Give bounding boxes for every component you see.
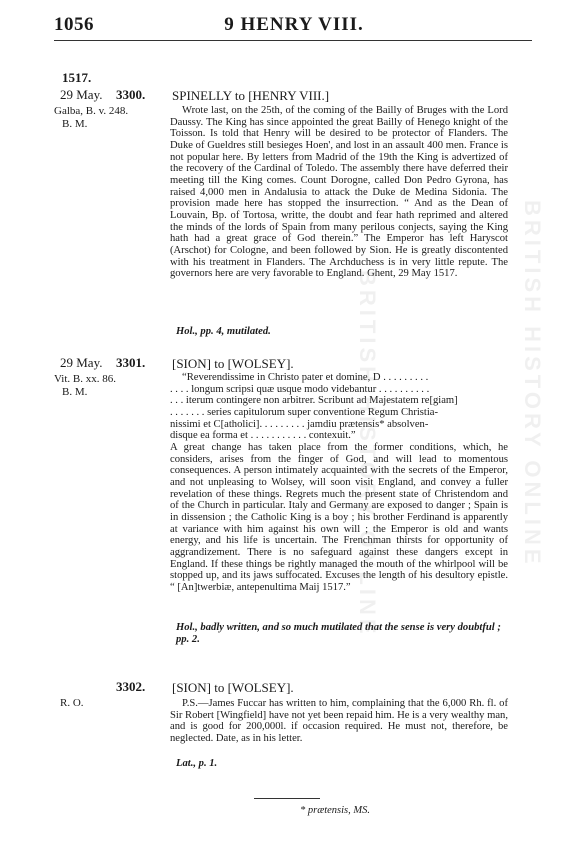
entry-body: [170, 698, 508, 745]
entry-number: 3302.: [116, 679, 146, 694]
header-rule: [54, 40, 532, 41]
entry-date: 29 May.: [60, 355, 103, 370]
entry-source: Vit. B. xx. 86.: [54, 373, 116, 385]
watermark: BRITISH HISTORY ONLINE: [520, 200, 545, 568]
entry-format: Lat., p. 1.: [176, 758, 218, 769]
latin-line: . . . iterum contingere non arbitrer. Scribunt ad Majestatem re[giam]: [170, 395, 458, 407]
footnote-rule: [254, 798, 320, 799]
entry-body-text: P.S.—James Fuccar has written to him, complaining that the 6,000 Rh. fl. of Sir Robert [Wingfield] have not yet been repaid him. He is a very wealthy man, and is good for 200,000l. if occasion required. He must not, therefore, be neglected. Date, as in his letter.: [170, 698, 508, 744]
entry-number: 3301.: [116, 355, 146, 370]
entry-repository: B. M.: [62, 118, 88, 130]
calendar-entry-3302: [54, 680, 524, 780]
entry-heading: [SION] to [WOLSEY].: [172, 356, 294, 371]
calendar-entry-3301: [54, 356, 524, 656]
year-label: 1517.: [62, 70, 92, 85]
entry-repository: B. M.: [62, 386, 88, 398]
entry-date: 29 May.: [60, 87, 103, 102]
page-header: [54, 12, 534, 38]
latin-line: “Reverendissime in Christo pater et domine, D . . . . . . . . .: [182, 372, 429, 383]
entry-format: Hol., pp. 4, mutilated.: [176, 326, 271, 337]
entry-source: Galba, B. v. 248.: [54, 105, 129, 117]
calendar-entry-3300: [54, 87, 524, 337]
entry-heading: SPINELLY to [HENRY VIII.]: [172, 88, 330, 103]
entry-body-text: Wrote last, on the 25th, of the coming of the Bailly of Bruges with the Lord Daussy. The King has since appointed the great Bailly of Henego knight of the Toisson. Is told that Henry will be desired to be protector of Flanders. The Duke of Gueldres still besieges Hoen', and lost in an assault 400 men. France is not popular here. By letters from Madrid of the 19th the King is advertized of the recovery of the Cardinal of Toledo. The assembly there have deferred their meeting till the King comes. Count Dorogne, called Don Pedro Gyrona, has raised 4,000 men in Andalusia to attack the Duke de Medina Sidonia. The provision made here has stopped the insurrection. “ And as the Dean of Louvain, Bp. of Tortosa, writte, the doubt and fear hath reprimed and altered the minds of the lords of Spain from many perilous conjects, saying the King hath had a great grace of God therein.” The Emperor has left Haryscot (Arschot) for Cologne, and been followed by Sion. He is greatly discontented with his treatment in Flanders. The Archduchess is in very little repute. The governors here are very favorable to England. Ghent, 29 May 1517.: [170, 105, 508, 280]
running-title: 9 HENRY VIII.: [224, 14, 364, 35]
entry-body-text: A great change has taken place from the former conditions, which, he considers, arises from the finger of God, and will lead to momentous consequences. A person intimately acquainted with the secrets of the Emperor, and not unpleasing to Wolsey, will soon visit England, and convey a fuller revelation of these things. Regrets much the present state of Christendom and of the Church in particular. Italy and Germany are exposed to danger ; Spain is in dissension ; the Catholic King is a boy ; his brother Ferdinand is apparently at variance with him against his own will ; the Emperor is old and wants energy, and his life is uncertain. The Frenchman thirsts for opportunity of aggrandizement. There is no safeguard against these dangers except in England. If these things be rightly managed the mouth of the whirlpool will be stopped up, and its jaws suffocated. Excuses the length of his desultory epistle. “ [An]twerbiæ, antepenultima Maij 1517.”: [170, 441, 508, 593]
entry-body: [170, 372, 508, 593]
entry-source: R. O.: [60, 697, 84, 709]
latin-line: . . . . . . . series capitulorum super conventione Regum Christia-: [170, 406, 439, 418]
entry-number: 3300.: [116, 87, 146, 102]
entry-heading: [SION] to [WOLSEY].: [172, 680, 294, 695]
latin-line: . . . . longum scripsi quæ usque modo videbantur . . . . . . . . . .: [170, 383, 430, 395]
latin-line: disque ea forma et . . . . . . . . . . . contexuit.”: [170, 430, 356, 442]
entry-body: [170, 105, 508, 280]
watermark: BRITISH HISTORY ONLINE: [355, 270, 380, 638]
latin-line: nissimi et C[atholici]. . . . . . . . . jamdiu prætensis* absolven-: [170, 418, 429, 430]
entry-format: Hol., badly written, and so much mutilated that the sense is very doubtful ; pp. 2.: [176, 622, 501, 645]
page-number: 1056: [54, 14, 94, 35]
footnote: * prætensis, MS.: [300, 805, 371, 816]
